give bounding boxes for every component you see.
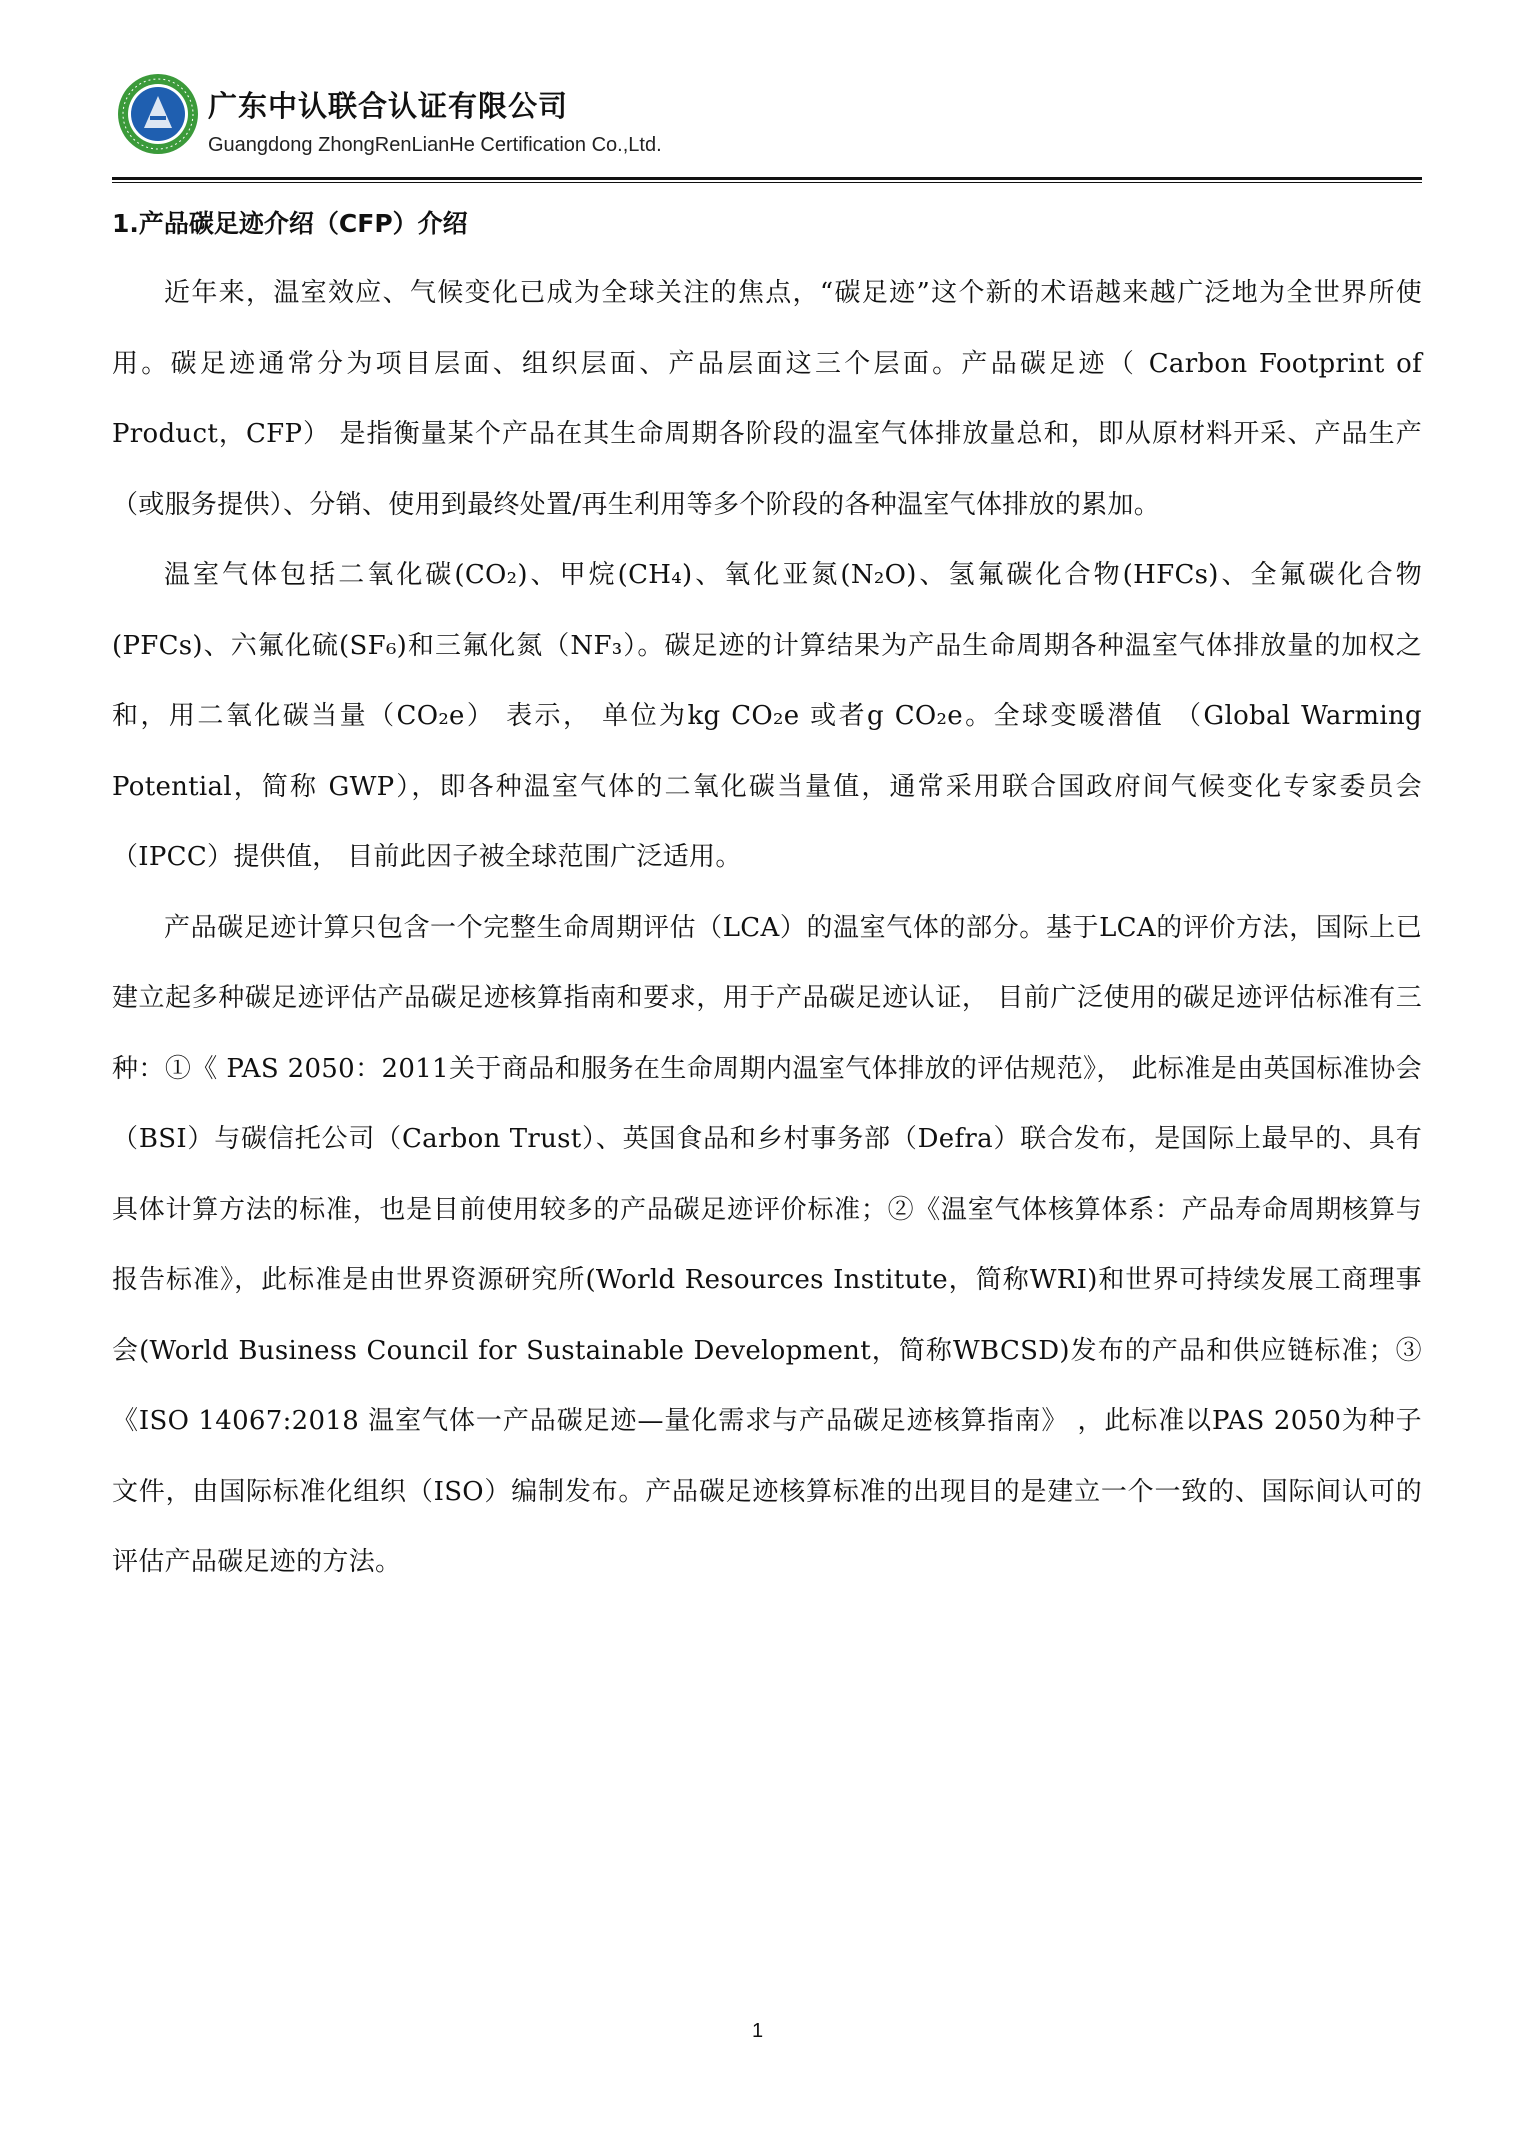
header-divider-thin: [112, 182, 1422, 183]
document-body: [112, 196, 1422, 1598]
header-divider-thick: [112, 177, 1422, 180]
company-name-en: Guangdong ZhongRenLianHe Certification Co.,Ltd.: [208, 134, 662, 156]
section-title: 1.产品碳足迹介绍（CFP）介绍: [112, 209, 468, 238]
company-name-cn: 广东中认联合认证有限公司: [208, 89, 569, 123]
paragraph-standards: 产品碳足迹计算只包含一个完整生命周期评估（LCA）的温室气体的部分。基于LCA的评价方法，国际上已建立起多种碳足迹评估产品碳足迹核算指南和要求，用于产品碳足迹认证， 目前广泛使用的碳足迹评估标准有三种：①《 PAS 2050：2011关于商品和服务在生命周期内温室气体排放的评估规范》， 此标准是由英国标准协会（BSI）与碳信托公司（Carbon Trust）、英国食品和乡村事务部（Defra）联合发布，是国际上最早的、具有具体计算方法的标准，也是目前使用较多的产品碳足迹评价标准；②《温室气体核算体系：产品寿命周期核算与报告标准》，此标准是由世界资源研究所(World Resources Institute，简称WRI)和世界可持续发展工商理事会(World Business Council for Sustainable Development，简称WBCSD)发布的产品和供应链标准；③《ISO 14067:2018 温室气体一产品碳足迹—量化需求与产品碳足迹核算指南》 ，此标准以PAS 2050为种子文件，由国际标准化组织（ISO）编制发布。产品碳足迹核算标准的出现目的是建立一个一致的、国际间认可的评估产品碳足迹的方法。: [112, 912, 1422, 1577]
paragraph-intro: 近年来，温室效应、气候变化已成为全球关注的焦点，“碳足迹”这个新的术语越来越广泛地为全世界所使用。碳足迹通常分为项目层面、组织层面、产品层面这三个层面。产品碳足迹（ Carbon Footprint of Product，CFP） 是指衡量某个产品在其生命周期各阶段的温室气体排放量总和，即从原材料开采、产品生产（或服务提供）、分销、使用到最终处置/再生利用等多个阶段的各种温室气体排放的累加。: [112, 278, 1422, 520]
certification-seal-logo: [116, 72, 200, 156]
paragraph-greenhouse-gases: 温室气体包括二氧化碳(CO₂)、甲烷(CH₄)、氧化亚氮(N₂O)、氢氟碳化合物(HFCs)、全氟碳化合物(PFCs)、六氟化硫(SF₆)和三氟化氮（NF₃）。碳足迹的计算结果为产品生命周期各种温室气体排放量的加权之和，用二氧化碳当量（CO₂e） 表示， 单位为kg CO₂e 或者g CO₂e。全球变暖潜值 （Global Warming Potential，简称 GWP），即各种温室气体的二氧化碳当量值，通常采用联合国政府间气候变化专家委员会（IPCC）提供值， 目前此因子被全球范围广泛适用。: [112, 560, 1422, 872]
page-number: 1: [751, 2020, 764, 2042]
letterhead: [112, 68, 1422, 178]
